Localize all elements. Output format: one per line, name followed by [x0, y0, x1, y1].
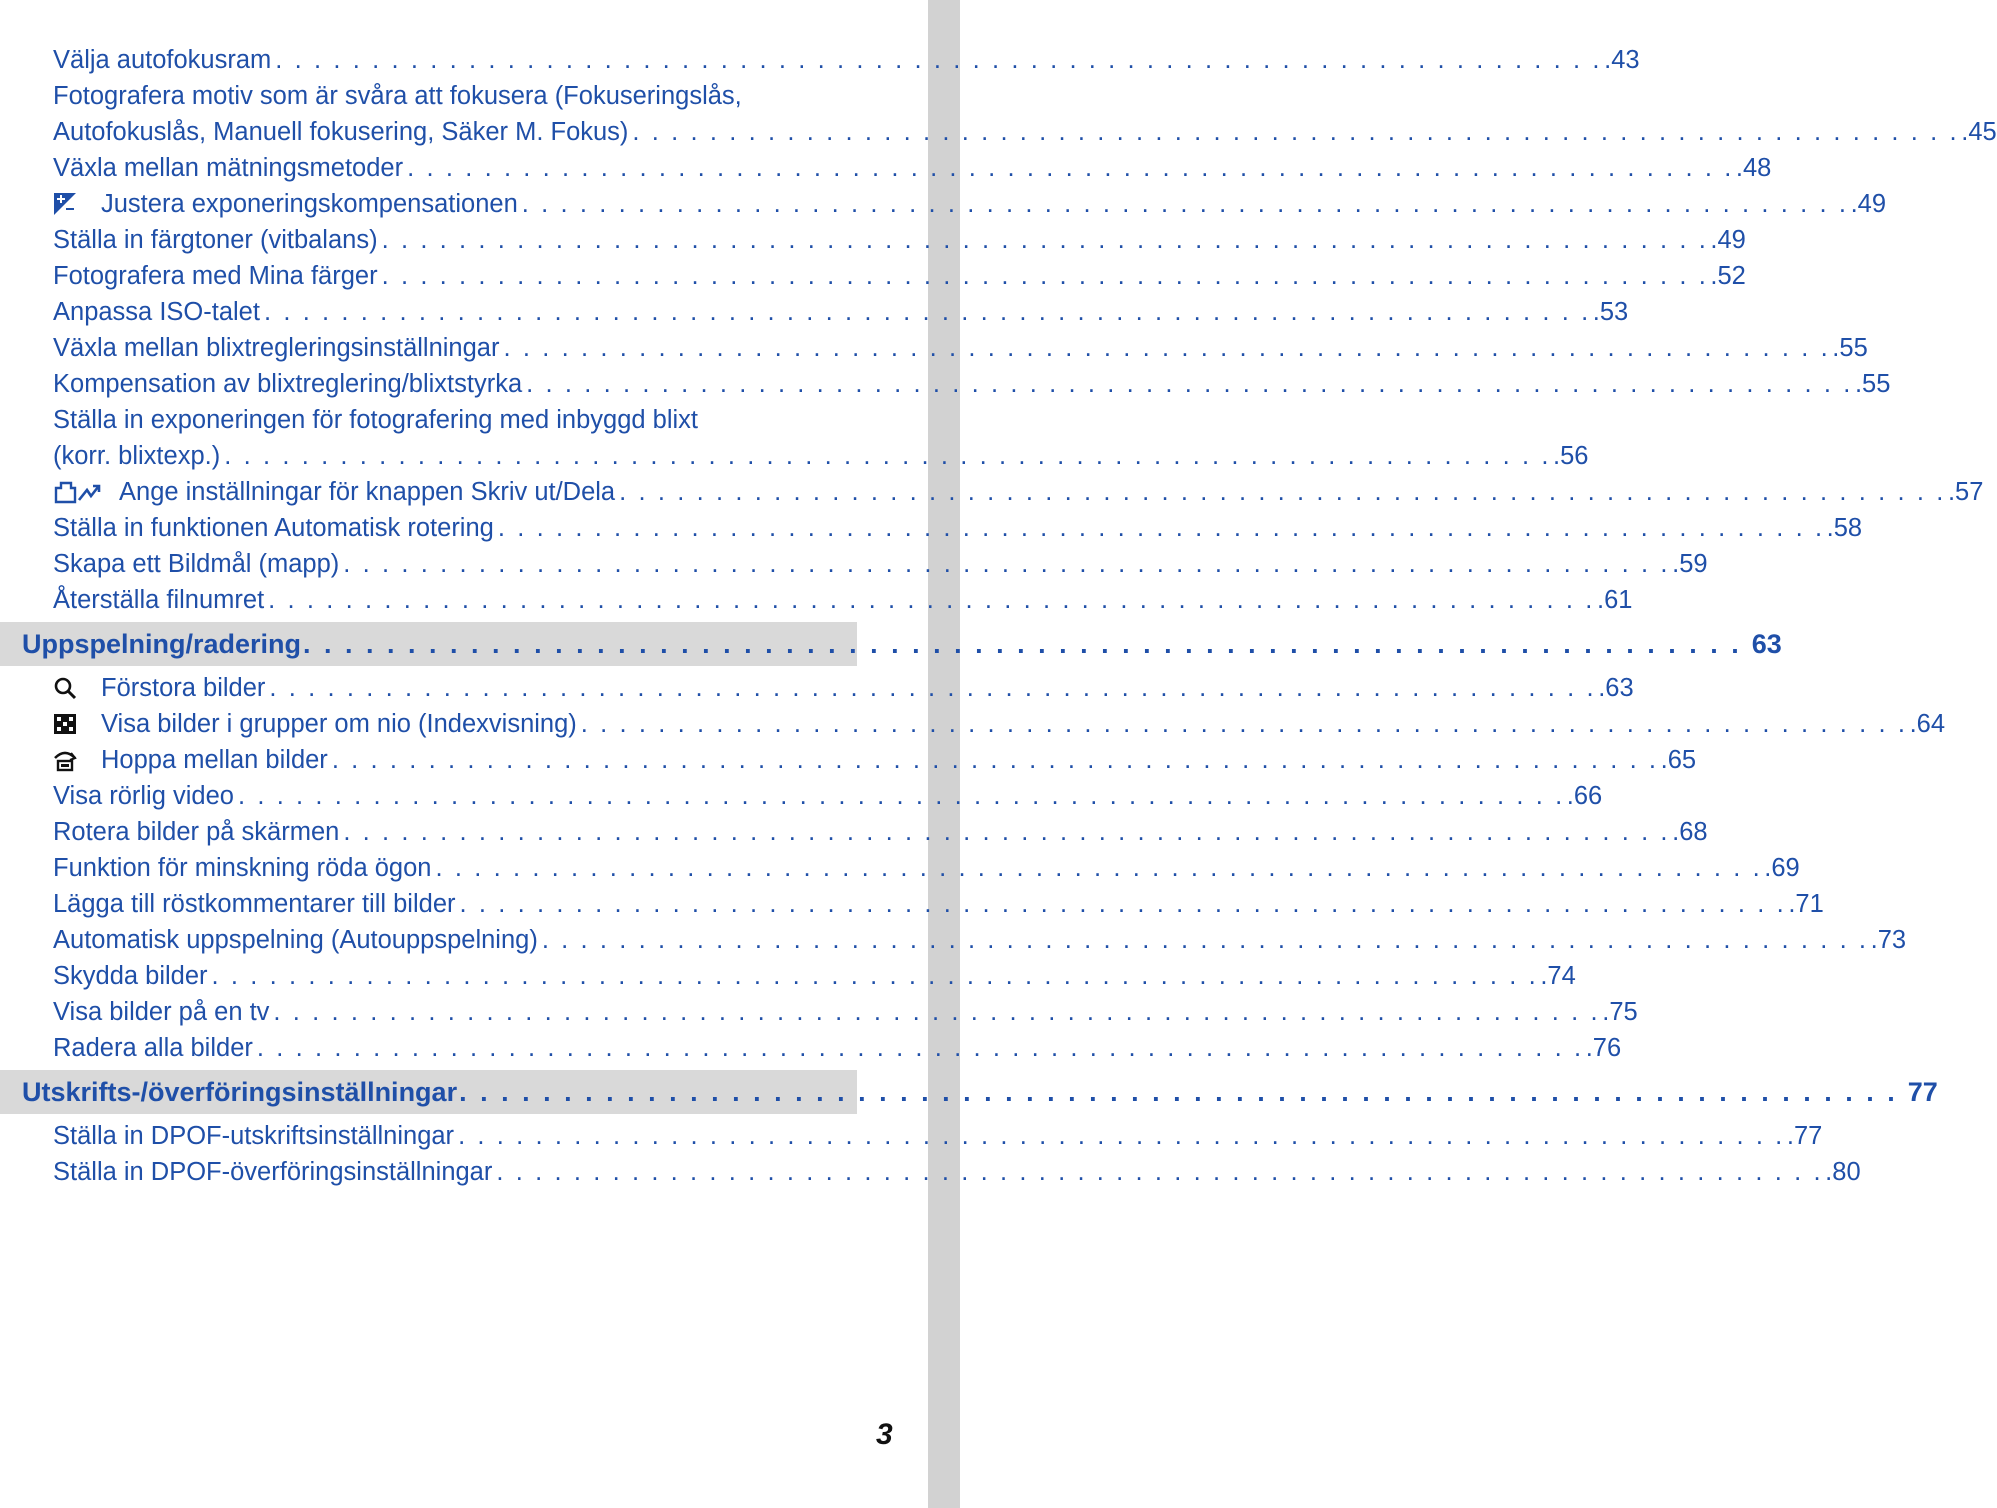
toc-entry-label: Ställa in funktionen Automatisk rotering — [53, 514, 494, 542]
toc-page-number: .75 — [1602, 998, 1638, 1026]
toc-entry[interactable] — [53, 78, 858, 114]
toc-entry-label: (korr. blixtexp.) — [53, 442, 221, 470]
toc-entry-label: Skapa ett Bildmål (mapp) — [53, 550, 340, 578]
toc-page-number: .66 — [1566, 782, 1603, 810]
dot-leader: . . . . . . . . . . . . . . . . . . . . . . . . . . . . . . . . . . . . . . . . . . . . . . . . . . . . . . . . . . . . . . . . . . . . . — [273, 998, 1601, 1026]
toc-entry-label: Fotografera motiv som är svåra att fokusera (Fokuseringslås, — [53, 82, 742, 110]
toc-entry[interactable] — [53, 258, 1746, 294]
toc-entry-label: Ställa in exponeringen för fotografering med inbyggd blixt — [53, 406, 698, 434]
toc-page-number: .55 — [1832, 334, 1868, 362]
toc-page-number: .59 — [1672, 550, 1708, 578]
toc-entry-label: Ange inställningar för knappen Skriv ut/Dela — [119, 478, 616, 506]
dot-leader: . . . . . . . . . . . . . . . . . . . . . . . . . . . . . . . . . . . . . . . . . . . . . . . . . . . . . . . . . . . . . . . . . . . . . — [381, 226, 1709, 254]
toc-page-number: .55 — [1854, 370, 1891, 398]
toc-entry-label: Förstora bilder — [101, 674, 266, 702]
section-heading[interactable] — [0, 622, 1782, 666]
toc-entry-label: Kompensation av blixtreglering/blixtstyrka — [53, 370, 523, 398]
toc-page-number: 77 — [1907, 1076, 1938, 1107]
toc-page-number: .77 — [1786, 1122, 1823, 1150]
dot-leader: . . . . . . . . . . . . . . . . . . . . . . . . . . . . . . . . . . . . . . . . . . . . . . . . . . . . . . . . . . . . . . . . . . . . . — [331, 746, 1659, 774]
dot-leader: . . . . . . . . . . . . . . . . . . . . . . . . . . . . . . . . . . . . . . . . . . . . . . . . . . . . . . . . . . . . . . . . . . . . . — [619, 478, 1946, 506]
print-share-icon — [53, 480, 101, 504]
toc-page-number: .52 — [1710, 262, 1746, 290]
dot-leader: . . . . . . . . . . . . . . . . . . . . . . . . . . . . . . . . . . . . . . . . . . . . . . . . . . . . . . . . . . . . . . . . . . . . . — [263, 298, 1591, 326]
dot-leader: . . . . . . . . . . . . . . . . . . . . . . . . . . . . . . . . . . . . . . . . . . . . . . . . . . . . . . . . . . . . . . . . . . . . . — [458, 1122, 1785, 1150]
toc-entry[interactable] — [53, 42, 1640, 78]
toc-page-number: .69 — [1764, 854, 1800, 882]
toc-entry-label: Växla mellan blixtregleringsinställningar — [53, 334, 500, 362]
exposure-compensation-icon — [53, 192, 77, 216]
toc-entry[interactable] — [53, 330, 1868, 366]
toc-entry[interactable] — [53, 814, 1708, 850]
toc-entry-label: Autofokuslås, Manuell fokusering, Säker M. Fokus) — [53, 118, 629, 146]
dot-leader: . . . . . . . . . . . . . . . . . . . . . . . . . . . . . . . . . . . . . . . . . . . . . . . . . . . . . . . . . . . . . . . . . . . . . — [256, 1034, 1584, 1062]
toc-page-number: .63 — [1598, 674, 1634, 702]
dot-leader: . . . . . . . . . . . . . . . . . . . . . . . . . . . . . . . . . . . . . . . . . . . . . . . . . . . . . . . . . . . . . . . . . . . . . — [526, 370, 1853, 398]
magnify-icon — [53, 676, 77, 700]
toc-page-number: .74 — [1540, 962, 1576, 990]
toc-entry[interactable] — [53, 994, 1638, 1030]
dot-leader: . . . . . . . . . . . . . . . . . . . . . . . . . . . . . . . . . . . . . . . . . . . . . . . . . . . . . . . . . . . . . . . . . . . . . — [459, 890, 1787, 918]
toc-page-number: .49 — [1850, 190, 1887, 218]
dot-leader: . . . . . . . . . . . . . . . . . . . . . . . . . . . . . . . . . . . . . . . . . . . . . . . . . . . . . . . . . . . . . . . . . . . . . — [580, 710, 1908, 738]
toc-entry[interactable] — [53, 294, 1629, 330]
toc-entry[interactable] — [53, 1030, 1622, 1066]
toc-entry[interactable] — [53, 186, 1887, 222]
dot-leader: . . . . . . . . . . . . . . . . . . . . . . . . . . . . . . . . . . . . . . . . . . . . . . . . . . . . . . . . . . . . . . . . . . . . . — [343, 550, 1671, 578]
toc-entry-label: Växla mellan mätningsmetoder — [53, 154, 404, 182]
toc-page-number: .48 — [1735, 154, 1772, 182]
toc-page-number: .68 — [1672, 818, 1708, 846]
dot-leader: . . . . . . . . . . . . . . . . . . . . . . . . . . . . . . . . . . . . . . . . . . . . . . . . . . . . . . . . . . . . . . . . . . . . . — [632, 118, 1960, 146]
toc-entry[interactable] — [53, 850, 1800, 886]
toc-page-number: 63 — [1751, 628, 1782, 659]
section-label: Uppspelning/radering — [22, 628, 302, 659]
dot-leader: . . . . . . . . . . . . . . . . . . . . . . . . . . . . . . . . . . . . . . . . . . . . . . . . . . . . . . . . . . . . . . . . . . . . . — [381, 262, 1709, 290]
toc-entry[interactable] — [53, 546, 1708, 582]
dot-leader: . . . . . . . . . . . . . . . . . . . . . . . . . . . . . . . . . . . . . . . . . . . . . . . . . . . . . . . . . . . . . . . . . . . . . — [268, 586, 1595, 614]
toc-entry-label: Funktion för minskning röda ögon — [53, 854, 432, 882]
dot-leader: . . . . . . . . . . . . . . . . . . . . . . . . . . . . . . . . . . . . . . . . . . . . . . . . . . . . . . . . . . . . . . . . . . . . . — [237, 782, 1565, 810]
toc-entry[interactable] — [53, 222, 1746, 258]
dot-leader: . . . . . . . . . . . . . . . . . . . . . . . . . . . . . . . . . . . . . . . . . . . . . . . . . . . . . . . . . . . . . . . . . . . . . — [224, 442, 1552, 470]
dot-leader: . . . . . . . . . . . . . . . . . . . . . . . . . . . . . . . . . . . . . . . . . . . . . . . . . . . . . . . . . . . . . . . . . . . . . — [211, 962, 1539, 990]
toc-entry-label: Visa rörlig video — [53, 782, 234, 810]
index-grid-icon — [53, 712, 77, 736]
toc-entry-label: Ställa in färgtoner (vitbalans) — [53, 226, 378, 254]
toc-page-number: .61 — [1596, 586, 1633, 614]
toc-page-number: .64 — [1909, 710, 1946, 738]
toc-page-number: .43 — [1604, 46, 1640, 74]
toc-entry-label: Rotera bilder på skärmen — [53, 818, 340, 846]
dot-leader: . . . . . . . . . . . . . . . . . . . . . . . . . . . . . . . . . . . . . . . . . . . . . . . . . . . . . . . . . . . . . . . . . . . . . — [459, 1076, 1898, 1107]
toc-entry-label: Fotografera med Mina färger — [53, 262, 378, 290]
toc-entry-label: Automatisk uppspelning (Autouppspelning) — [53, 926, 538, 954]
toc-entry[interactable] — [53, 742, 1697, 778]
dot-leader: . . . . . . . . . . . . . . . . . . . . . . . . . . . . . . . . . . . . . . . . . . . . . . . . . . . . . . . . . . . . . . . . . . . . . — [497, 514, 1825, 542]
section-heading[interactable] — [0, 1070, 1938, 1114]
toc-entry-label: Lägga till röstkommentarer till bilder — [53, 890, 456, 918]
toc-entry-label: Välja autofokusram — [53, 46, 272, 74]
toc-page-number: .45 — [1961, 118, 1997, 146]
toc-entry[interactable] — [53, 706, 1946, 742]
dot-leader: . . . . . . . . . . . . . . . . . . . . . . . . . . . . . . . . . . . . . . . . . . . . . . . . . . . . . . . . . . . . . . . . . . . . . — [407, 154, 1734, 182]
toc-entry[interactable] — [53, 886, 1824, 922]
dot-leader: . . . . . . . . . . . . . . . . . . . . . . . . . . . . . . . . . . . . . . . . . . . . . . . . . . . . . . . . . . . . . . . . . . . . . — [303, 628, 1742, 659]
toc-page-number: .80 — [1825, 1158, 1861, 1186]
toc-entry-label: Anpassa ISO-talet — [53, 298, 260, 326]
toc-page-number: .57 — [1947, 478, 1984, 506]
toc-entry-label: Visa bilder på en tv — [53, 998, 270, 1026]
toc-page-number: .76 — [1585, 1034, 1622, 1062]
toc-entry-label: Skydda bilder — [53, 962, 208, 990]
toc-entry[interactable] — [53, 150, 1772, 186]
toc-entry-label: Justera exponeringskompensationen — [101, 190, 518, 218]
toc-page-number: .56 — [1553, 442, 1589, 470]
toc-entry[interactable] — [53, 670, 1634, 706]
toc-entry[interactable] — [53, 1118, 1823, 1154]
toc-entry[interactable] — [53, 366, 1891, 402]
toc-entry[interactable] — [53, 402, 858, 438]
page-number: 3 — [876, 1418, 893, 1451]
toc-entry[interactable] — [53, 474, 1984, 510]
toc-entry-label: Radera alla bilder — [53, 1034, 253, 1062]
toc-page-number: .49 — [1710, 226, 1746, 254]
toc-entry[interactable] — [53, 1154, 1861, 1190]
toc-entry[interactable] — [53, 510, 1863, 546]
toc-entry[interactable] — [53, 958, 1576, 994]
dot-leader: . . . . . . . . . . . . . . . . . . . . . . . . . . . . . . . . . . . . . . . . . . . . . . . . . . . . . . . . . . . . . . . . . . . . . — [496, 1158, 1824, 1186]
toc-entry-label: Visa bilder i grupper om nio (Indexvisning) — [101, 710, 577, 738]
dot-leader: . . . . . . . . . . . . . . . . . . . . . . . . . . . . . . . . . . . . . . . . . . . . . . . . . . . . . . . . . . . . . . . . . . . . . — [541, 926, 1869, 954]
jump-icon — [53, 748, 77, 772]
toc-page-number: .71 — [1788, 890, 1824, 918]
dot-leader: . . . . . . . . . . . . . . . . . . . . . . . . . . . . . . . . . . . . . . . . . . . . . . . . . . . . . . . . . . . . . . . . . . . . . — [503, 334, 1831, 362]
toc-entry[interactable] — [53, 778, 1603, 814]
toc-entry[interactable] — [53, 582, 1633, 618]
toc-page-number: .53 — [1592, 298, 1629, 326]
toc-page-number: .73 — [1870, 926, 1907, 954]
toc-entry-label: Återställa filnumret — [53, 586, 265, 614]
toc-page-number: .58 — [1826, 514, 1863, 542]
toc-entry[interactable] — [53, 922, 1907, 958]
toc-page-number: .65 — [1660, 746, 1697, 774]
dot-leader: . . . . . . . . . . . . . . . . . . . . . . . . . . . . . . . . . . . . . . . . . . . . . . . . . . . . . . . . . . . . . . . . . . . . . — [269, 674, 1597, 702]
dot-leader: . . . . . . . . . . . . . . . . . . . . . . . . . . . . . . . . . . . . . . . . . . . . . . . . . . . . . . . . . . . . . . . . . . . . . — [435, 854, 1763, 882]
dot-leader: . . . . . . . . . . . . . . . . . . . . . . . . . . . . . . . . . . . . . . . . . . . . . . . . . . . . . . . . . . . . . . . . . . . . . — [521, 190, 1849, 218]
table-of-contents — [0, 42, 1997, 1190]
toc-entry-label: Ställa in DPOF-överföringsinställningar — [53, 1158, 493, 1186]
toc-entry-label: Hoppa mellan bilder — [101, 746, 328, 774]
toc-entry[interactable] — [53, 438, 1589, 474]
toc-entry-label: Ställa in DPOF-utskriftsinställningar — [53, 1122, 455, 1150]
toc-entry[interactable] — [53, 114, 1997, 150]
section-label: Utskrifts-/överföringsinställningar — [22, 1076, 458, 1107]
dot-leader: . . . . . . . . . . . . . . . . . . . . . . . . . . . . . . . . . . . . . . . . . . . . . . . . . . . . . . . . . . . . . . . . . . . . . — [275, 46, 1603, 74]
dot-leader: . . . . . . . . . . . . . . . . . . . . . . . . . . . . . . . . . . . . . . . . . . . . . . . . . . . . . . . . . . . . . . . . . . . . . — [343, 818, 1671, 846]
